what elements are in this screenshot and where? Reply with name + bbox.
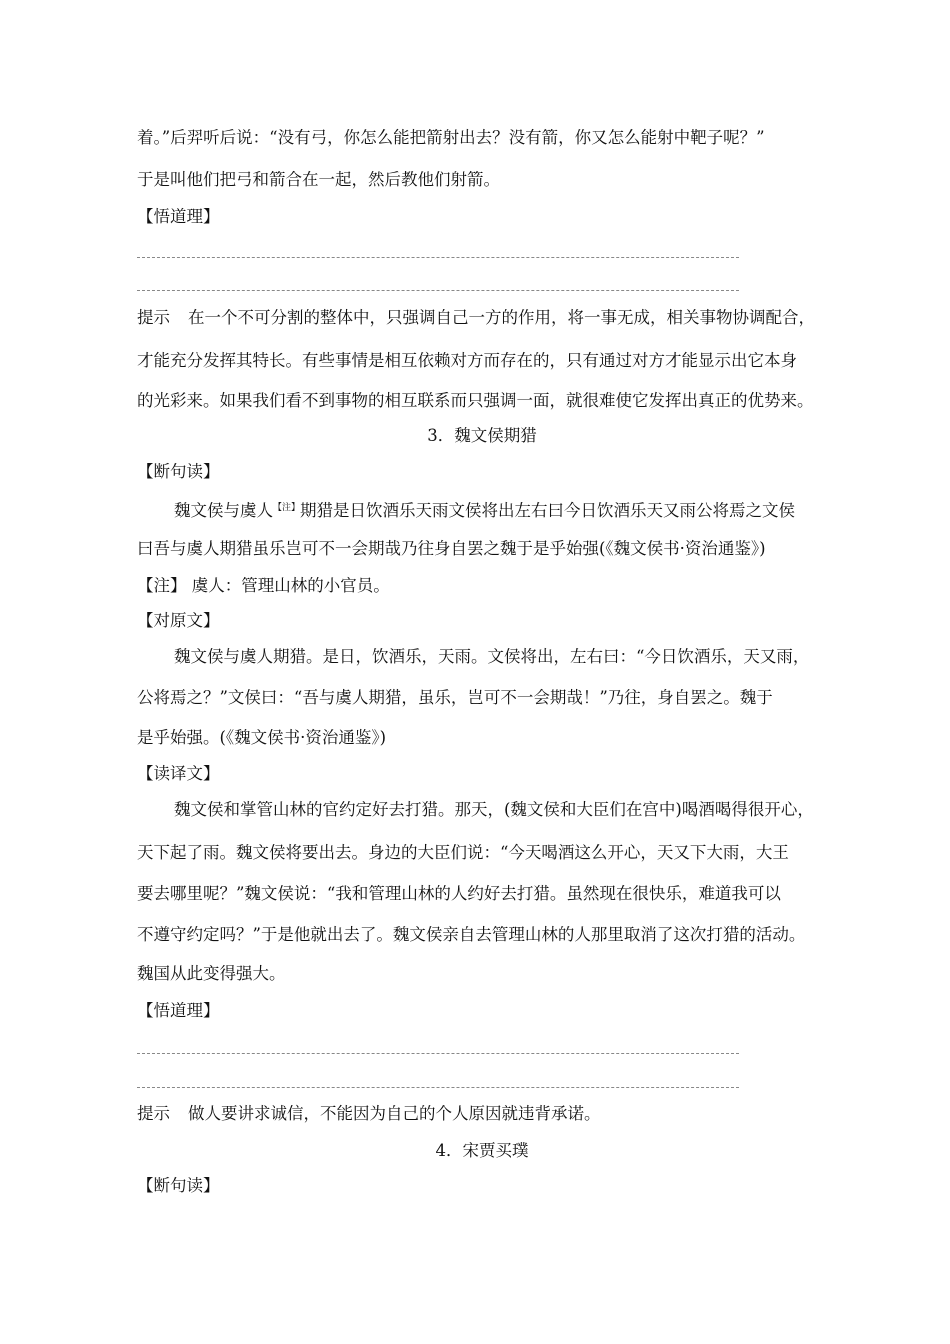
- paragraph-line: 公将焉之？”文侯曰：“吾与虞人期猎，虽乐，岂可不一会期哉！”乃往，身自罢之。魏于: [137, 688, 773, 707]
- note-text: 虞人：管理山林的小官员。: [191, 576, 390, 595]
- text-span: 魏文侯与虞人: [174, 501, 273, 520]
- note-line: [137, 576, 390, 596]
- tip-text: 在一个不可分割的整体中，只强调自己一方的作用，将一事无成，相关事物协调配合，: [188, 308, 815, 327]
- section-title: 3．魏文侯期猎: [427, 426, 537, 445]
- text-span: 期猎是日饮酒乐天雨文侯将出左右曰今日饮酒乐天又雨公将焉之文侯: [300, 501, 796, 520]
- paragraph-line: 天下起了雨。魏文侯将要出去。身边的大臣们说：“今天喝酒这么开心，天又下大雨，大王: [137, 843, 789, 862]
- tip-line: 才能充分发挥其特长。有些事情是相互依赖对方而存在的，只有通过对方才能显示出它本身: [137, 351, 797, 370]
- paragraph-line: 魏文侯和掌管山林的官约定好去打猎。那天，(魏文侯和大臣们在宫中)喝酒喝得很开心，: [174, 800, 814, 819]
- answer-line: [137, 1053, 739, 1054]
- paragraph-line: 着。”后羿听后说：“没有弓，你怎么能把箭射出去？没有箭，你又怎么能射中靶子呢？”: [137, 128, 765, 147]
- paragraph-line: 是乎始强。(《魏文侯书·资治通鉴》): [137, 728, 387, 747]
- paragraph-line: [174, 498, 795, 521]
- paragraph-line: 于是叫他们把弓和箭合在一起，然后教他们射箭。: [137, 170, 500, 189]
- section-title: 4．宋贾买璞: [435, 1141, 529, 1160]
- paragraph-line: 曰吾与虞人期猎虽乐岂可不一会期哉乃往身自罢之魏于是乎始强(《魏文侯书·资治通鉴》): [137, 539, 766, 558]
- paragraph-line: 不遵守约定吗？”于是他就出去了。魏文侯亲自去管理山林的人那里取消了这次打猎的活动。: [137, 925, 806, 944]
- tip-text: 做人要讲求诚信，不能因为自己的个人原因就违背承诺。: [188, 1104, 601, 1123]
- section-heading: 【断句读】: [137, 1176, 220, 1195]
- section-heading: 【悟道理】: [137, 207, 220, 226]
- answer-line: [137, 290, 739, 291]
- tip-line: 的光彩来。如果我们看不到事物的相互联系而只强调一面，就很难使它发挥出真正的优势来。: [137, 391, 814, 410]
- note-label: 【注】: [137, 576, 187, 595]
- tip-line: [137, 1104, 601, 1124]
- tip-line: [137, 308, 815, 328]
- section-heading: 【悟道理】: [137, 1001, 220, 1020]
- paragraph-line: 要去哪里呢？”魏文侯说：“我和管理山林的人约好去打猎。虽然现在很快乐，难道我可以: [137, 884, 781, 903]
- note-marker: 【注】: [273, 503, 301, 513]
- section-heading: 【对原文】: [137, 611, 220, 630]
- section-heading: 【断句读】: [137, 462, 220, 481]
- paragraph-line: 魏文侯与虞人期猎。是日，饮酒乐，天雨。文侯将出，左右曰：“今日饮酒乐，天又雨，: [174, 647, 810, 666]
- tip-label: 提示: [137, 1104, 170, 1123]
- section-heading: 【读译文】: [137, 764, 220, 783]
- answer-line: [137, 1087, 739, 1088]
- paragraph-line: 魏国从此变得强大。: [137, 964, 286, 983]
- tip-label: 提示: [137, 308, 170, 327]
- answer-line: [137, 257, 739, 258]
